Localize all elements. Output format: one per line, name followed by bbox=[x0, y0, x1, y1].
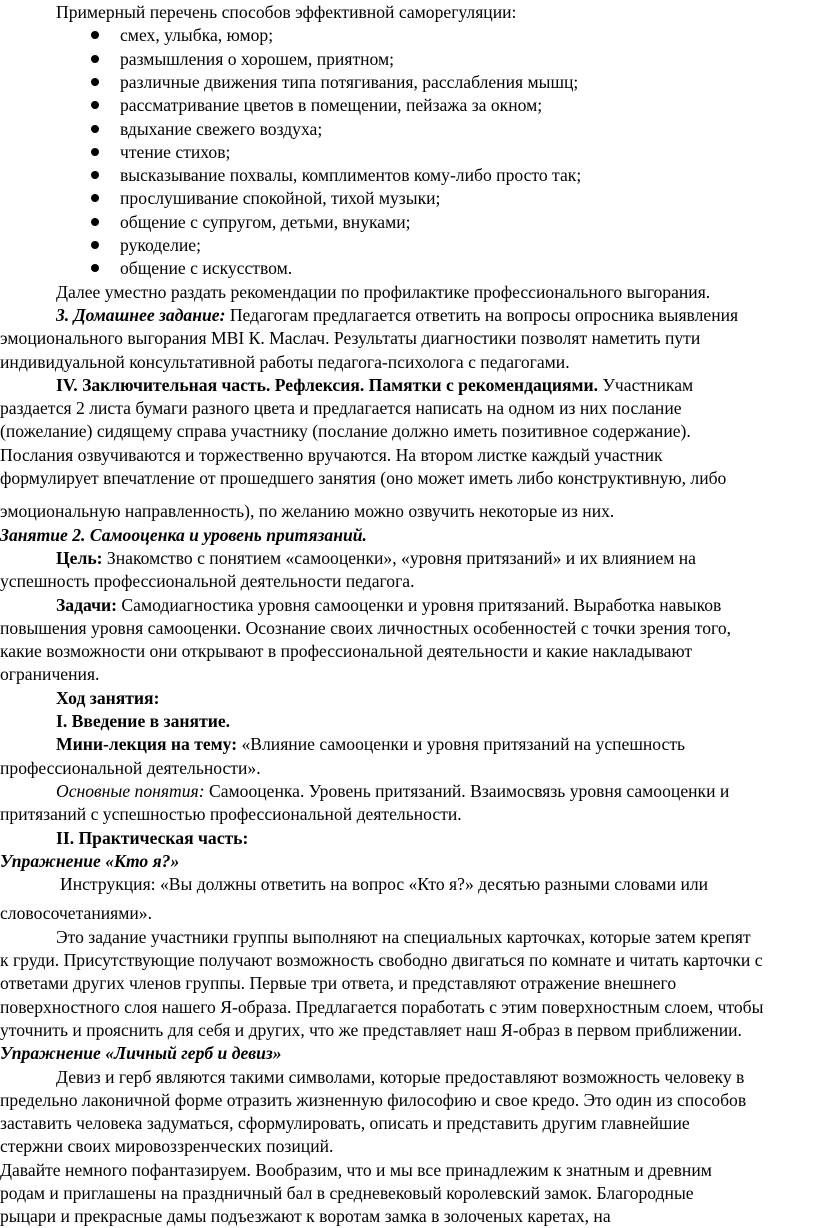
bullet-icon bbox=[91, 264, 99, 272]
lesson-title: Занятие 2. Самооценка и уровень притязаний. bbox=[0, 524, 367, 545]
bullet-icon bbox=[91, 55, 99, 63]
bullet-icon bbox=[91, 125, 99, 133]
paragraph-line: поверхностного слоя нашего Я-образа. Предлагается поработать с этим поверхностным слоем, чтобы bbox=[0, 996, 764, 1017]
bullet-icon bbox=[91, 148, 99, 156]
paragraph-line: успешность профессиональной деятельности педагога. bbox=[0, 571, 415, 592]
conclusion-heading: IV. Заключительная часть. Рефлексия. Памятки с рекомендациями. bbox=[56, 374, 599, 395]
conclusion-line: IV. Заключительная часть. Рефлексия. Памятки с рекомендациями. Участникам bbox=[56, 374, 694, 395]
concepts-heading: Основные понятия: bbox=[56, 780, 205, 801]
paragraph-line: притязаний с успешностью профессиональной деятельности. bbox=[0, 804, 462, 825]
paragraph-line: ответами других членов группы. Первые три ответа, и представляют отражение внешнего bbox=[0, 973, 677, 994]
paragraph-line: профессиональной деятельности». bbox=[0, 757, 261, 778]
paragraph-line: какие возможности они открывают в профессиональной деятельности и какие накладывают bbox=[0, 641, 693, 662]
document-page: Примерный перечень способов эффективной саморегуляции: смех, улыбка, юмор; размышления о хорошем, приятном; различные движения типа потягивания, расслабления мышц; рассматривание цветов в помещении, пейзажа за окном; вдыхание свежего воздуха; чтение стихов; высказывание похвалы, комплиментов кому-либо просто так; прослушивание спокойной, тихой музыки; общение с супругом, детьми, внуками; рукоделие; общение с искусством. Далее уместно раздать рекомендации по профилактике профессионального выгорания. 3. Домашнее задание: Педагогам предлагается ответить на вопросы опросника выявления эмоционального выгорания MBI К. Маслач. Результаты диагностики позволят наметить пути индивидуальной консультативной работы педагога-психолога с педагогами. IV. Заключительная часть. Рефлексия. Памятки с рекомендациями. Участникам раздается 2 листа бумаги разного цвета и предлагается написать на одном из них послание (пожелание) сидящему справа участнику (послание должно иметь позитивное содержание). Послания озвучиваются и торжественно вручаются. На втором листке каждый участник формулирует впечатление от прошедшего занятия (оно может иметь либо конструктивную, либо эмоциональную направленность), по желанию можно озвучить некоторые из них. Занятие 2. Самооценка и уровень притязаний. Цель: Знакомство с понятием «самооценки», «уровня притязаний» и их влиянием на успешность профессиональной деятельности педагога. Задачи: Самодиагностика уровня самооценки и уровня притязаний. Выработка навыков повышения уровня самооценки. Осознание своих личностных особенностей с точки зрения того, какие возможности они открывают в профессиональной деятельности и какие накладывают ограничения. Ход занятия: I. Введение в занятие. Мини-лекция на тему: «Влияние самооценки и уровня притязаний на успешность профессиональной деятельности». Основные понятия: Самооценка. Уровень притязаний. Взаимосвязь уровня самооценки и притязаний с успешностью профессиональной деятельности. II. Практическая часть: Упражнение «Кто я?» Инструкция: «Вы должны ответить на вопрос «Кто я?» десятью разными словами или словосочетаниями». Это задание участники группы выполняют на специальных карточках, которые затем крепят к груди. Присутствующие получают возможность свободно двигаться по комнате и читать карточки с ответами других членов группы. Первые три ответа, и представляют отражение внешнего поверхностного слоя нашего Я-образа. Предлагается поработать с этим поверхностным слоем, чтобы уточнить и прояснить для себя и других, что же представляет наш Я-образ в первом приближении. Упражнение «Личный герб и девиз» Девиз и герб являются такими символами, которые предоставляют возможность человеку в предельно лаконичной форме отразить жизненную философию и свое кредо. Это один из способов заставить человека задуматься, сформулировать, описать и представить другим главнейшие стержни своих мировоззренческих позиций. Давайте немного пофантазируем. Вообразим, что и мы все принадлежим к знатным и древним родам и приглашены на праздничный бал в средневековый королевский замок. Благородные рыцари и прекрасные дамы подъезжают к воротам замка в золоченых каретах, на bbox=[0, 2, 764, 1227]
paragraph-line: к груди. Присутствующие получают возможность свободно двигаться по комнате и читать карточки с bbox=[0, 950, 763, 970]
homework-line: 3. Домашнее задание: Педагогам предлагается ответить на вопросы опросника выявления bbox=[56, 304, 739, 325]
paragraph-line: уточнить и прояснить для себя и других, что же представляет наш Я-образ в первом приближении. bbox=[0, 1019, 742, 1040]
bullet-icon bbox=[91, 31, 99, 39]
paragraph-line: индивидуальной консультативной работы педагога-психолога с педагогами. bbox=[0, 351, 570, 372]
course-heading: Ход занятия: bbox=[56, 687, 160, 708]
paragraph-line: словосочетаниями». bbox=[0, 903, 152, 924]
goal-heading: Цель: bbox=[56, 547, 103, 568]
mini-lecture-heading: Мини-лекция на тему: bbox=[56, 734, 238, 755]
paragraph-line: стержни своих мировоззренческих позиций. bbox=[0, 1136, 334, 1157]
paragraph-line: рыцари и прекрасные дамы подъезжают к воротам замка в золоченых каретах, на bbox=[0, 1206, 611, 1227]
paragraph-line: раздается 2 листа бумаги разного цвета и предлагается написать на одном из них послание bbox=[0, 398, 682, 419]
paragraph-line: Давайте немного пофантазируем. Вообразим, что и мы все принадлежим к знатным и древним bbox=[0, 1159, 712, 1180]
paragraph-line: (пожелание) сидящему справа участнику (послание должно иметь позитивное содержание). bbox=[0, 421, 691, 442]
paragraph-line: родам и приглашены на праздничный бал в средневековый королевский замок. Благородные bbox=[0, 1183, 694, 1203]
practical-section-heading: II. Практическая часть: bbox=[56, 827, 249, 848]
instruction-line: Инструкция: «Вы должны ответить на вопрос «Кто я?» десятью разными словами или bbox=[60, 874, 709, 895]
bullet-icon bbox=[91, 101, 99, 109]
intro-line: Примерный перечень способов эффективной саморегуляции: bbox=[56, 2, 517, 22]
concepts-line: Основные понятия: Самооценка. Уровень притязаний. Взаимосвязь уровня самооценки и bbox=[56, 780, 730, 801]
paragraph-line: эмоциональную направленность), по желанию можно озвучить некоторые из них. bbox=[0, 501, 615, 522]
intro-section-heading: I. Введение в занятие. bbox=[56, 711, 231, 731]
paragraph-line: ограничения. bbox=[0, 664, 100, 685]
paragraph-line: повышения уровня самооценки. Осознание своих личностных особенностей с точки зрения того, bbox=[0, 617, 732, 638]
paragraph-line: Послания озвучиваются и торжественно вручаются. На втором листке каждый участник bbox=[0, 444, 663, 465]
paragraph-line: предельно лаконичной форме отразить жизненную философию и свое кредо. Это один из способов bbox=[0, 1089, 747, 1110]
goal-line: Цель: Знакомство с понятием «самооценки», «уровня притязаний» и их влиянием на bbox=[56, 547, 696, 568]
bullet-icon bbox=[91, 78, 99, 86]
tasks-line: Задачи: Самодиагностика уровня самооценки и уровня притязаний. Выработка навыков bbox=[56, 594, 722, 615]
exercise-heading: Упражнение «Личный герб и девиз» bbox=[0, 1043, 282, 1064]
homework-heading: 3. Домашнее задание: bbox=[56, 304, 226, 325]
bullet-icon bbox=[91, 194, 99, 202]
paragraph-line: Девиз и герб являются такими символами, которые предоставляют возможность человеку в bbox=[56, 1066, 745, 1087]
paragraph-line: заставить человека задуматься, сформулировать, описать и представить другим главнейшие bbox=[0, 1113, 690, 1134]
bullet-icon bbox=[91, 218, 99, 226]
exercise-heading: Упражнение «Кто я?» bbox=[0, 850, 180, 871]
paragraph-line: формулирует впечатление от прошедшего занятия (оно может иметь либо конструктивную, либо bbox=[0, 468, 727, 488]
tasks-heading: Задачи: bbox=[56, 594, 117, 615]
mini-lecture-line: Мини-лекция на тему: «Влияние самооценки и уровня притязаний на успешность bbox=[56, 734, 686, 755]
bullet-icon bbox=[91, 171, 99, 179]
paragraph-line: эмоционального выгорания MBI К. Маслач. Результаты диагностики позволят наметить пути bbox=[0, 328, 701, 349]
paragraph-line: Это задание участники группы выполняют на специальных карточках, которые затем крепят bbox=[56, 926, 751, 947]
bullet-icon bbox=[91, 241, 99, 249]
paragraph-line: Далее уместно раздать рекомендации по профилактике профессионального выгорания. bbox=[56, 281, 711, 302]
